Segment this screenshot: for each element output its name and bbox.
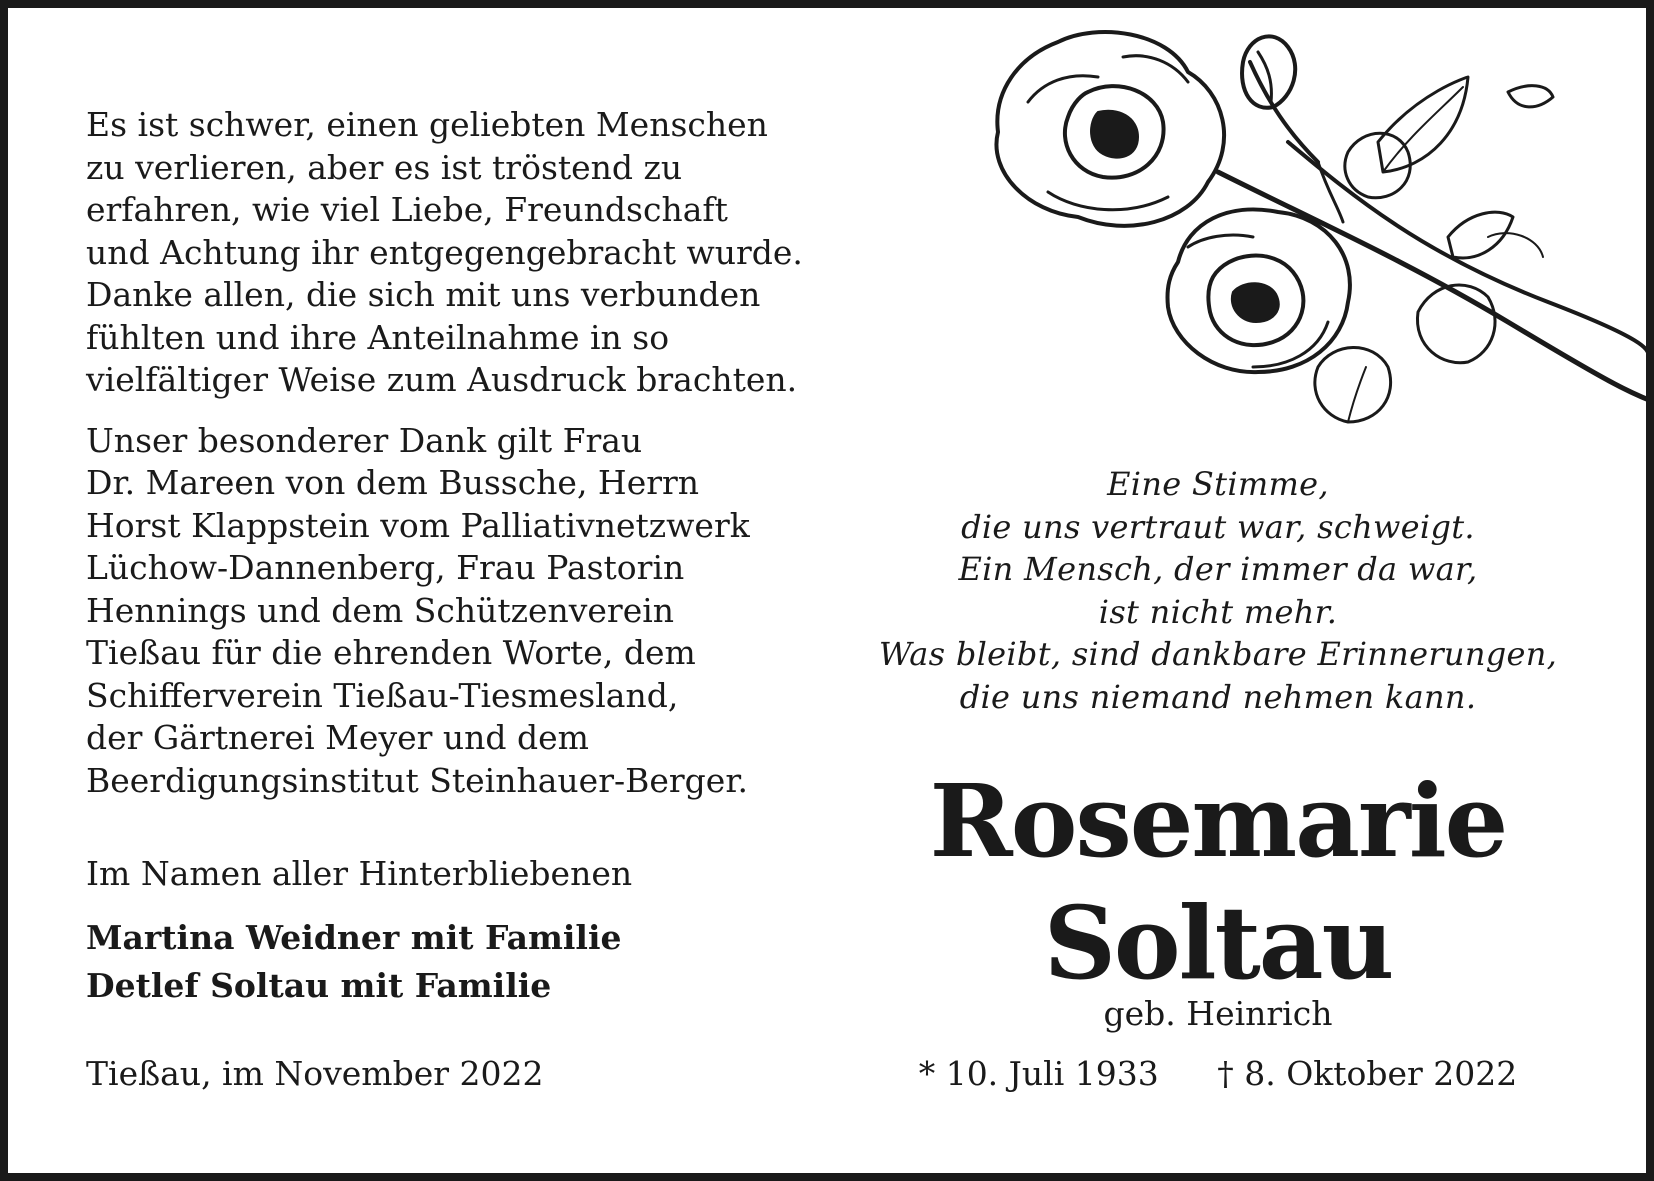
birth-date: * 10. Juli 1933 — [918, 1054, 1159, 1093]
deceased-last-name: Soltau — [1043, 884, 1393, 1002]
signers-list — [86, 914, 622, 1010]
signer-2: Detlef Soltau mit Familie — [86, 966, 552, 1005]
thanks-paragraph-2: Unser besonderer Dank gilt Frau Dr. Mareen von dem Bussche, Herrn Horst Klappstein vom Palliativnetzwerk Lüchow-Dannenberg, Frau Pastorin Hennings und dem Schützenverein Tießau für die ehrenden Worte, dem Schifferverein Tießau-Tiesmesland, der Gärtnerei Meyer und dem Beerdigungsinstitut Steinhauer-Berger. — [86, 420, 750, 800]
birth-name: geb. Heinrich — [1103, 994, 1333, 1033]
signer-1: Martina Weidner mit Familie — [86, 918, 622, 957]
signature-intro: Im Namen aller Hinterbliebenen — [86, 854, 633, 893]
thanks-paragraph-1: Es ist schwer, einen geliebten Menschen zu verlieren, aber es ist tröstend zu erfahren, wie viel Liebe, Freundschaft und Achtung ihr entgegengebracht wurde. Danke allen, die sich mit uns verbunden fühlten und ihre Anteilnahme in so vielfältiger Weise zum Ausdruck brachten. — [86, 105, 803, 399]
thanks-text — [86, 104, 846, 802]
place-date: Tießau, im November 2022 — [86, 1054, 544, 1093]
roses-illustration — [988, 22, 1654, 472]
deceased-name — [828, 760, 1608, 1004]
deceased-first-name: Rosemarie — [929, 762, 1507, 880]
death-date: † 8. Oktober 2022 — [1217, 1054, 1518, 1093]
memorial-poem: Eine Stimme, die uns vertraut war, schweigt. Ein Mensch, der immer da war, ist nicht mehr. Was bleibt, sind dankbare Erinnerungen, die uns niemand nehmen kann. — [878, 465, 1558, 716]
life-dates — [828, 1054, 1608, 1093]
